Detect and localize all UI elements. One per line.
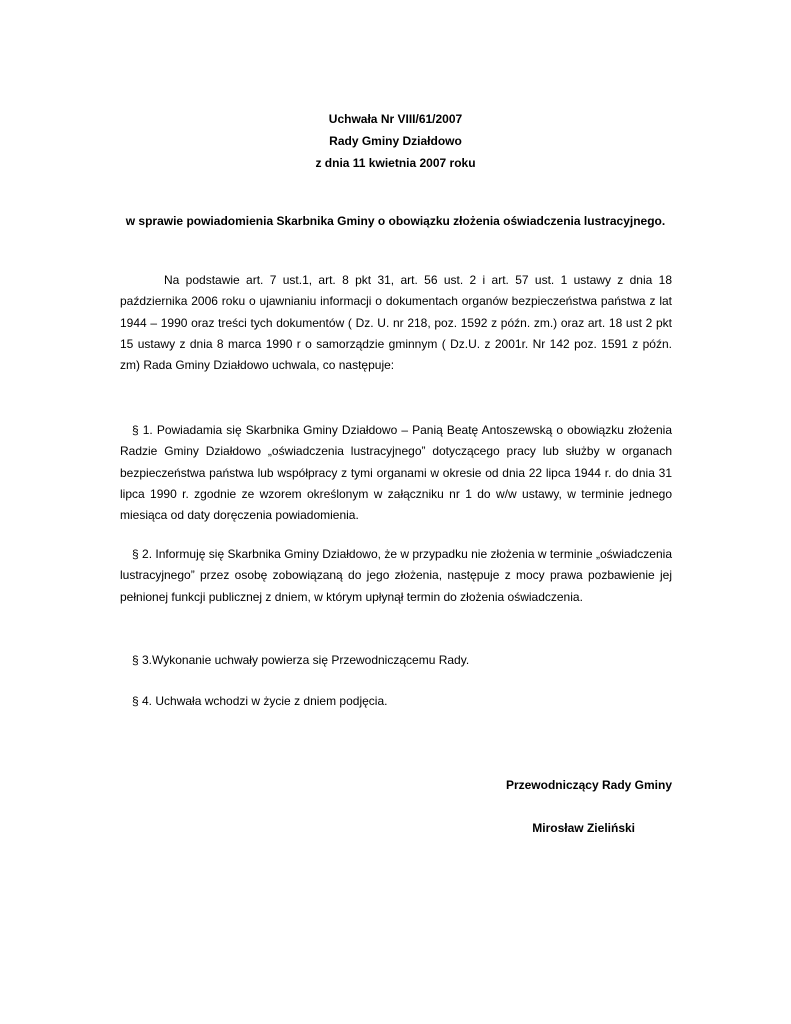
legal-basis-paragraph xyxy=(120,270,672,376)
resolution-date: z dnia 11 kwietnia 2007 roku xyxy=(315,156,476,170)
section-3-text: § 3.Wykonanie uchwały powierza się Przewodniczącemu Rady. xyxy=(132,653,470,667)
section-4-paragraph xyxy=(120,691,672,712)
legal-basis-text: Na podstawie art. 7 ust.1, art. 8 pkt 31, art. 56 ust. 2 i art. 57 ust. 1 ustawy z dnia 18 października 2006 roku o ujawnianiu informacji o dokumentach organów bezpieczeństwa państwa z lat 1944 – 1990 oraz treści tych dokumentów ( Dz. U. nr 218, poz. 1592 z późn. zm.) oraz art. 18 ust 2 pkt 15 ustawy z dnia 8 marca 1990 r o samorządzie gminnym ( Dz.U. z 2001r. Nr 142 poz. 1591 z późn. zm) Rada Gminy Działdowo uchwala, co następuje: xyxy=(120,273,672,373)
section-4-text: § 4. Uchwała wchodzi w życie z dniem podjęcia. xyxy=(132,694,388,708)
resolution-number: Uchwała Nr VIII/61/2007 xyxy=(328,112,463,126)
section-1-paragraph xyxy=(120,420,672,526)
section-3-paragraph xyxy=(120,650,672,671)
resolution-subject: w sprawie powiadomienia Skarbnika Gminy o obowiązku złożenia oświadczenia lustracyjnego. xyxy=(125,214,666,228)
section-1-text: § 1. Powiadamia się Skarbnika Gminy Działdowo – Panią Beatę Antoszewską o obowiązku złożenia Radzie Gminy Działdowo „oświadczenia lustracyjnego” dotyczącego pracy lub służby w organach bezpieczeństwa państwa lub współpracy z tymi organami w okresie od dnia 22 lipca 1944 r. do dnia 31 lipca 1990 r. zgodnie ze wzorem określonym w załączniku nr 1 do w/w ustawy, w terminie jednego miesiąca od daty doręczenia powiadomienia. xyxy=(120,423,672,523)
council-name: Rady Gminy Działdowo xyxy=(329,134,462,148)
section-2-text: § 2. Informuję się Skarbnika Gminy Działdowo, że w przypadku nie złożenia w terminie „oświadczenia lustracyjnego” przez osobę zobowiązaną do jego złożenia, następuje z mocy prawa pozbawienie jej pełnionej funkcji publicznej z dniem, w którym upłynął termin do złożenia oświadczenia. xyxy=(120,547,672,604)
section-2-paragraph xyxy=(120,544,672,608)
signatory-title: Przewodniczący Rady Gminy xyxy=(505,778,672,792)
signatory-name: Mirosław Zieliński xyxy=(532,821,635,835)
resolution-header xyxy=(0,108,791,174)
